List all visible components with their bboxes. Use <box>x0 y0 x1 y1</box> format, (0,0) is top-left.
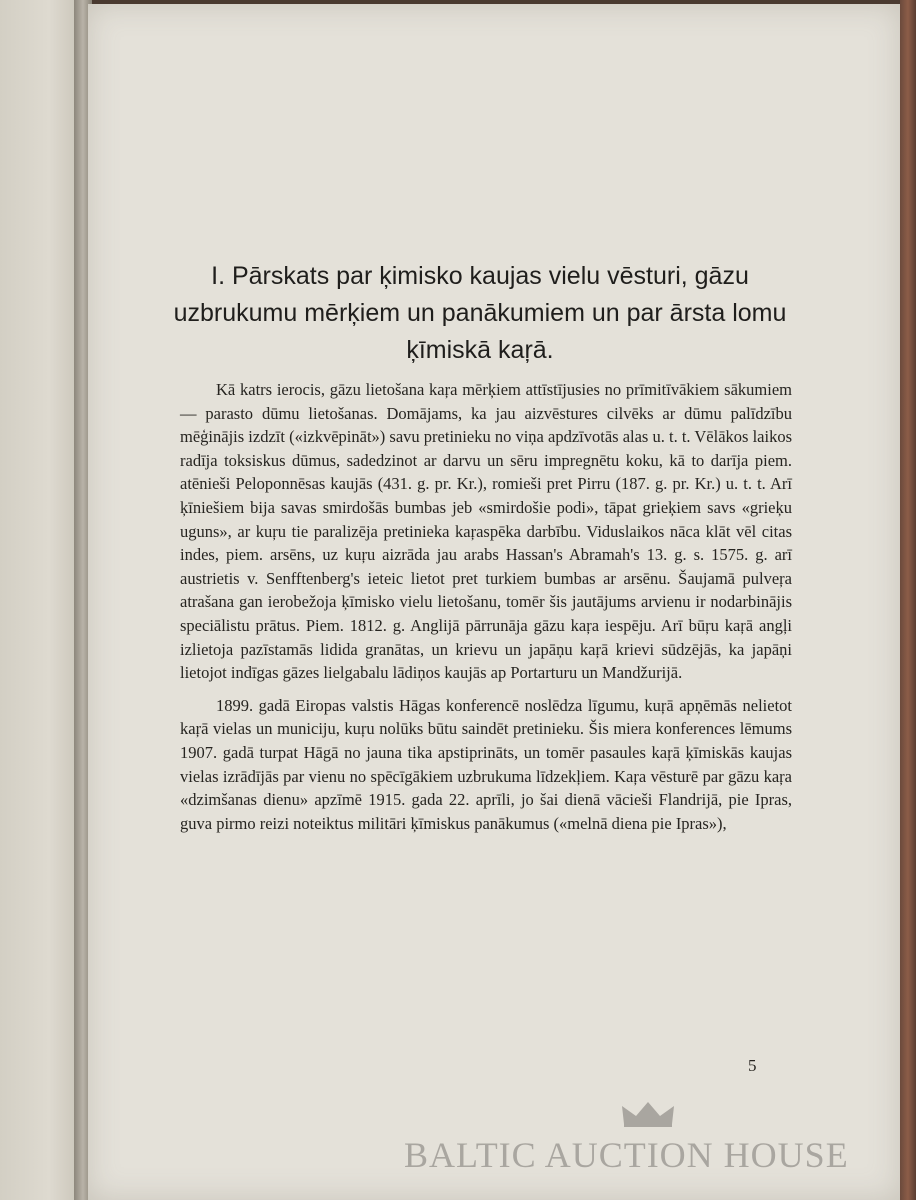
watermark-text: BALTIC AUCTION HOUSE <box>404 1135 849 1175</box>
paragraph: 1899. gadā Eiropas valstis Hāgas konferencē noslēdza līgumu, kuŗā apņēmās nelietot kaŗā vielas un municiju, kuŗu nolūks būtu saindēt pretinieku. Šis miera konferences lēmums 1907. gadā turpat Hāgā no jauna tika apstiprināts, un tomēr pasaules kaŗā ķīmiskās kaujas vielas izrādījās par vienu no spēcīgākiem uzbrukuma līdzekļiem. Kaŗa vēsturē par gāzu kaŗa «dzimšanas dienu» apzīmē 1915. gada 22. aprīli, jo šai dienā vācieši Flandrijā, pie Ipras, guva pirmo reizi noteiktus militāri ķīmiskus panākumus («melnā diena pie Ipras»), <box>180 695 792 833</box>
book-cover-edge <box>900 0 916 1200</box>
page-number: 5 <box>748 1056 757 1075</box>
facing-page-edge <box>0 0 82 1200</box>
paragraph: Kā katrs ierocis, gāzu lietošana kaŗa mērķiem attīstījusies no prīmitīvākiem sākumiem — parasto dūmu lietošanas. Domājams, ka jau aizvēstures cilvēks ar dūmu palīdzību mēģinājis izdzīt («izkvēpināt») savu pretinieku no viņa apdzīvotās alas u. t. t. Vēlākos laikos radīja toksiskus dūmus, sadedzinot ar darvu un sēru impregnētu koku, kā to darīja piem. atēnieši Peloponnēsas kaujās (431. g. pr. Kr.), romieši pret Pirru (187. g. pr. Kr.) u. t. t. Arī ķīniešiem bija savas smirdošās bumbas jeb «smirdošie podi», tāpat grieķiem savs «grieķu uguns», ar kuŗu tie paralizēja pretinieka kaŗaspēka darbību. Viduslaikos nāca klāt vēl citas indes, piem. arsēns, uz kuŗu aizrāda jau arabs Hassan's Abramah's 13. g. s. 1575. g. arī austrietis v. Senfftenberg's ieteic lietot pret turkiem bumbas ar arsēnu. Šaujamā pulveŗa atrašana gan ierobežoja ķīmisko vielu lietošanu, tomēr šis jautājums arvienu ir nodarbinājis speciālistu prātus. Piem. 1812. g. Anglijā pārrunāja gāzu kaŗa iespēju. Arī būŗu kaŗā angļi izlietoja pazīstamās lidida granātas, un krievu un japāņu kaŗā krievi sūdzējās, ka japāņi lietojot indīgas gāzes lielgabalu lādiņos kaujās ap Portarturu un Mandžurijā. <box>180 380 792 683</box>
crown-icon <box>620 1100 676 1128</box>
chapter-title: I. Pārskats par ķimisko kaujas vielu vēsturi, gāzu uzbrukumu mērķiem un panākumiem un par ārsta lomu ķīmiskā kaŗā. <box>173 262 787 364</box>
body-text <box>180 378 792 844</box>
